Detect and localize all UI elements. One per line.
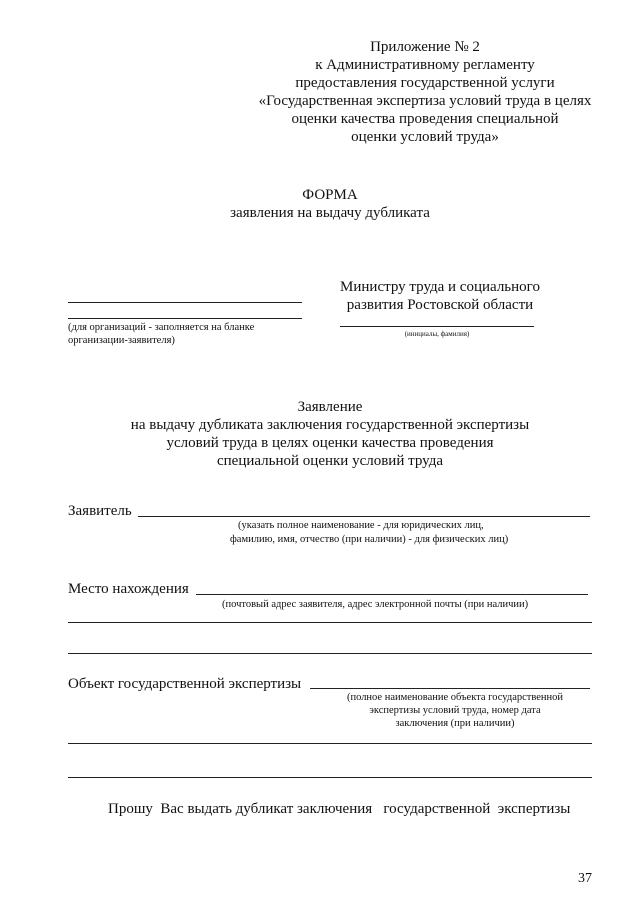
addressee-hint: (инициалы, фамилия) xyxy=(404,330,470,338)
letterhead-line-2[interactable] xyxy=(68,318,302,319)
applicant-field[interactable] xyxy=(138,516,590,517)
expertise-object-line-3[interactable] xyxy=(68,777,592,778)
addressee-line-1: Министру труда и социального xyxy=(340,279,540,295)
statement-line-1: Заявление xyxy=(297,399,363,415)
location-field-line-2[interactable] xyxy=(68,622,592,623)
form-title xyxy=(180,186,480,222)
appendix-line-3: предоставления государственной услуги xyxy=(295,75,555,91)
expertise-object-hint-2: экспертизы условий труда, номер дата xyxy=(369,705,541,716)
applicant-hint-2: фамилию, имя, отчество (при наличии) - для физических лиц) xyxy=(230,534,509,545)
appendix-line-2: к Административному регламенту xyxy=(315,57,535,73)
statement-line-3: условий труда в целях оценки качества проведения xyxy=(166,435,494,451)
addressee-block xyxy=(320,278,560,314)
appendix-line-5: оценки качества проведения специальной xyxy=(291,111,559,127)
location-field-line-3[interactable] xyxy=(68,653,592,654)
addressee-line-2: развития Ростовской области xyxy=(346,297,534,313)
expertise-object-hint-1: (полное наименование объекта государственной xyxy=(346,692,564,703)
form-title-line-1: ФОРМА xyxy=(302,187,358,203)
expertise-object-field[interactable] xyxy=(310,688,590,689)
location-field[interactable] xyxy=(196,594,588,595)
expertise-object-line-2[interactable] xyxy=(68,743,592,744)
letterhead-line-1[interactable] xyxy=(68,302,302,303)
location-hint: (почтовый адрес заявителя, адрес электронной почты (при наличии) xyxy=(222,599,529,610)
expertise-object-label: Объект государственной экспертизы xyxy=(68,676,302,692)
appendix-line-4: «Государственная экспертиза условий труда в целях xyxy=(258,93,592,109)
letterhead-hint-line-2: организации-заявителя) xyxy=(68,335,175,346)
appendix-header xyxy=(240,38,610,146)
statement-line-4: специальной оценки условий труда xyxy=(216,453,443,469)
letterhead-hint xyxy=(68,321,328,347)
expertise-object-hint-3: заключения (при наличии) xyxy=(395,718,515,729)
form-title-line-2: заявления на выдачу дубликата xyxy=(230,205,430,221)
appendix-line-6: оценки условий труда» xyxy=(351,129,499,145)
letterhead-hint-line-1: (для организаций - заполняется на бланке xyxy=(68,322,255,333)
page-number: 37 xyxy=(578,871,592,886)
addressee-name-field[interactable] xyxy=(340,326,534,327)
appendix-line-1: Приложение № 2 xyxy=(370,39,480,55)
request-text: Прошу Вас выдать дубликат заключения государственной экспертизы xyxy=(108,801,571,817)
statement-line-2: на выдачу дубликата заключения государственной экспертизы xyxy=(130,417,530,433)
expertise-object-hint xyxy=(320,691,590,730)
applicant-hint-1: (указать полное наименование - для юридических лиц, xyxy=(238,520,484,531)
location-label: Место нахождения xyxy=(68,581,189,597)
applicant-label: Заявитель xyxy=(68,503,132,519)
statement-title xyxy=(100,398,560,470)
